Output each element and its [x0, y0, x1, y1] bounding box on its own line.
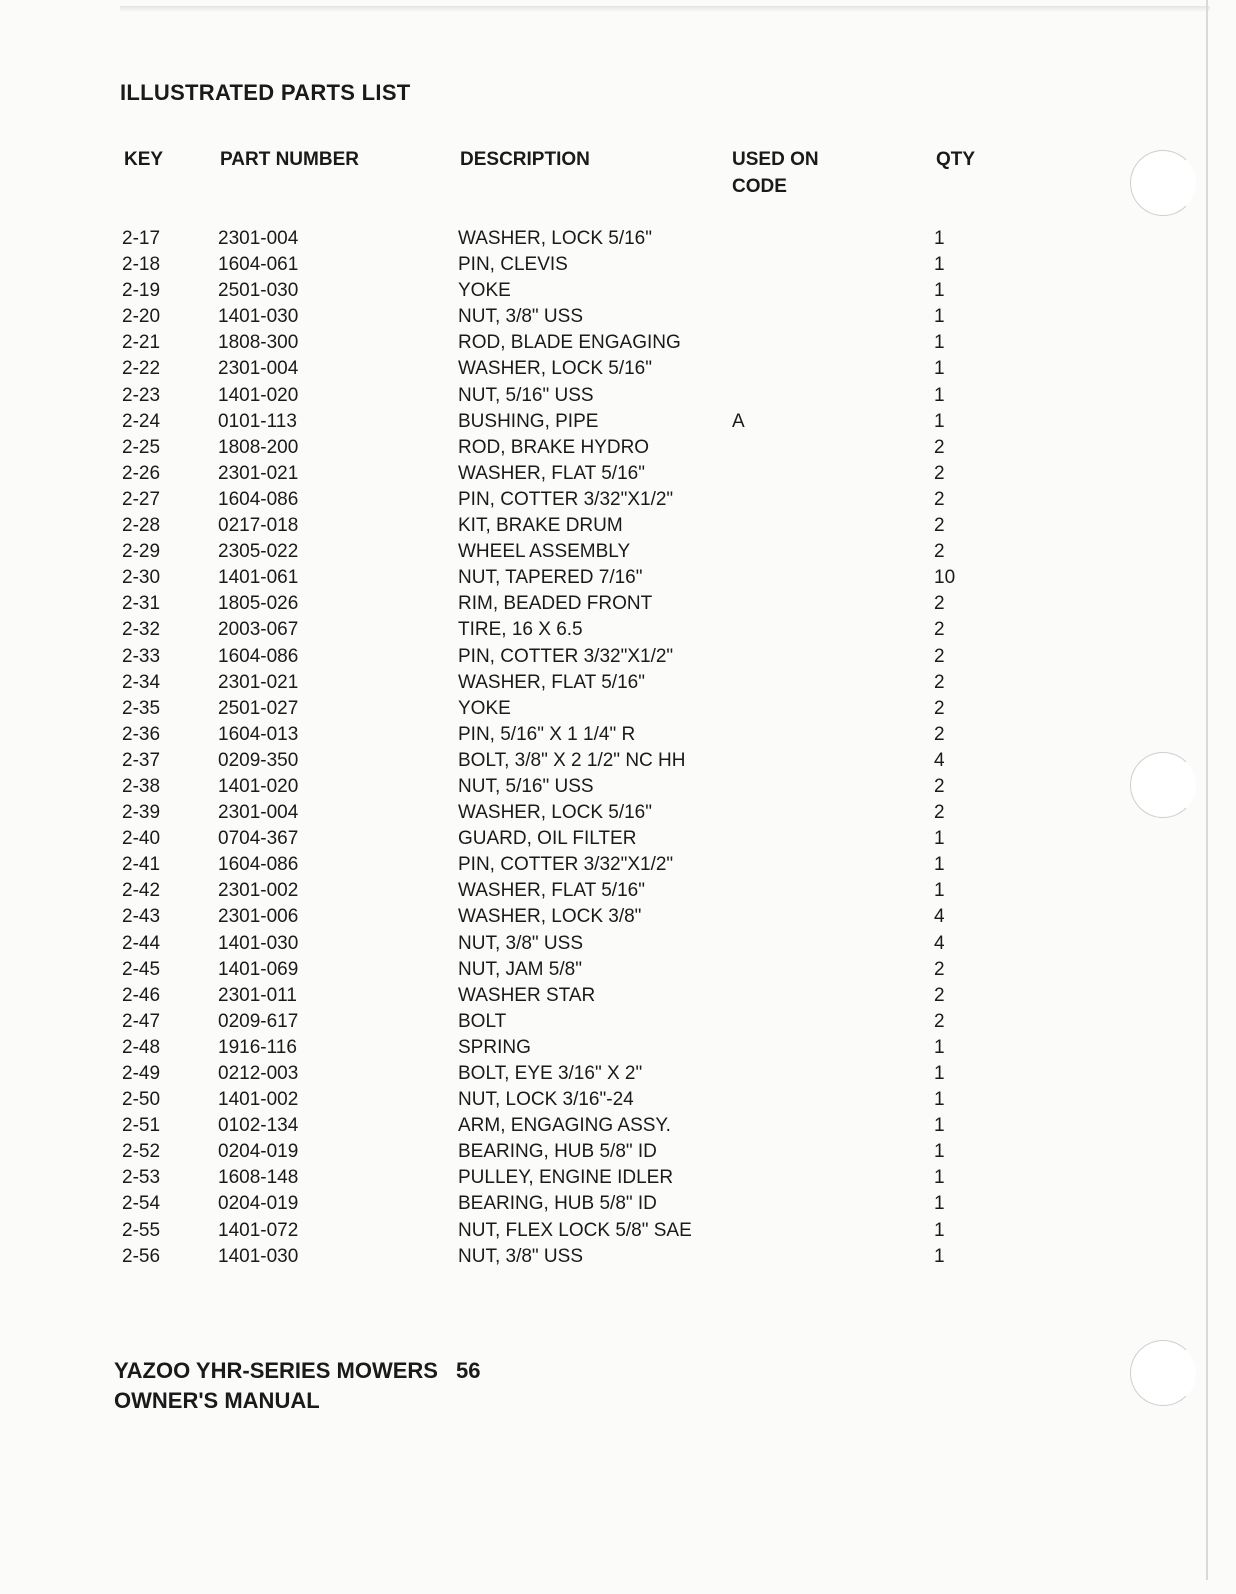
cell-part-number: 1808-300: [218, 332, 299, 354]
table-row: [0, 826, 1000, 852]
cell-key: 2-55: [122, 1219, 161, 1241]
cell-key: 2-27: [122, 488, 161, 510]
cell-qty: 2: [934, 1010, 945, 1032]
table-row: [0, 957, 1000, 983]
page-number: 56: [455, 1358, 481, 1383]
cell-qty: 1: [934, 1219, 945, 1241]
cell-part-number: 1401-061: [218, 567, 299, 589]
binder-hole-middle: [1130, 752, 1196, 818]
cell-description: BEARING, HUB 5/8" ID: [458, 1193, 657, 1215]
cell-key: 2-36: [122, 723, 161, 745]
cell-part-number: 2301-011: [218, 984, 297, 1006]
cell-part-number: 1401-020: [218, 775, 299, 797]
cell-description: PIN, COTTER 3/32"X1/2": [458, 645, 674, 667]
parts-table: [0, 226, 1000, 1270]
cell-key: 2-50: [122, 1089, 161, 1111]
cell-description: NUT, LOCK 3/16"-24: [458, 1089, 634, 1111]
cell-key: 2-53: [122, 1167, 161, 1189]
cell-qty: 2: [934, 462, 945, 484]
cell-description: YOKE: [458, 697, 511, 719]
binder-hole-top: [1130, 150, 1196, 216]
cell-part-number: 0204-019: [218, 1193, 299, 1215]
cell-qty: 2: [934, 436, 945, 458]
cell-key: 2-18: [122, 254, 161, 276]
table-row: [0, 330, 1000, 356]
cell-description: KIT, BRAKE DRUM: [458, 515, 623, 537]
table-row: [0, 1087, 1000, 1113]
cell-description: NUT, 3/8" USS: [458, 306, 584, 328]
cell-qty: 1: [934, 1167, 945, 1189]
cell-used-on-code: A: [732, 410, 745, 432]
cell-qty: 2: [934, 697, 945, 719]
cell-key: 2-34: [122, 671, 161, 693]
table-row: [0, 878, 1000, 904]
cell-qty: 1: [934, 280, 945, 302]
cell-qty: 2: [934, 802, 945, 824]
cell-description: WASHER, LOCK 5/16": [458, 802, 652, 824]
cell-description: WASHER, FLAT 5/16": [458, 880, 645, 902]
header-part-number: PART NUMBER: [220, 149, 359, 170]
cell-key: 2-31: [122, 593, 161, 615]
cell-description: SPRING: [458, 1036, 531, 1058]
table-row: [0, 304, 1000, 330]
cell-qty: 2: [934, 515, 945, 537]
cell-key: 2-52: [122, 1141, 161, 1163]
cell-key: 2-23: [122, 384, 161, 406]
cell-part-number: 0209-350: [218, 749, 299, 771]
cell-key: 2-32: [122, 619, 161, 641]
cell-key: 2-54: [122, 1193, 161, 1215]
table-row: [0, 435, 1000, 461]
footer-title: YAZOO YHR-SERIES MOWERS: [114, 1358, 438, 1383]
table-row: [0, 1244, 1000, 1270]
cell-part-number: 2301-021: [218, 462, 299, 484]
table-row: [0, 617, 1000, 643]
cell-description: BOLT: [458, 1010, 507, 1032]
cell-qty: 1: [934, 384, 945, 406]
cell-key: 2-30: [122, 567, 161, 589]
cell-key: 2-48: [122, 1036, 161, 1058]
cell-qty: 2: [934, 619, 945, 641]
table-row: [0, 565, 1000, 591]
cell-part-number: 2301-004: [218, 802, 299, 824]
cell-qty: 1: [934, 332, 945, 354]
cell-description: WASHER, LOCK 5/16": [458, 228, 652, 249]
cell-description: WASHER, LOCK 5/16": [458, 358, 652, 380]
cell-qty: 1: [934, 228, 945, 249]
cell-key: 2-44: [122, 932, 161, 954]
cell-part-number: 2301-021: [218, 671, 299, 693]
table-row: [0, 1009, 1000, 1035]
header-used-on-line2: CODE: [732, 176, 787, 197]
table-row: [0, 1191, 1000, 1217]
cell-key: 2-56: [122, 1245, 161, 1267]
table-row: [0, 1061, 1000, 1087]
table-row: [0, 409, 1000, 435]
cell-description: NUT, TAPERED 7/16": [458, 567, 643, 589]
cell-qty: 4: [934, 906, 945, 928]
cell-part-number: 0101-113: [218, 410, 297, 432]
table-row: [0, 931, 1000, 957]
cell-part-number: 0217-018: [218, 515, 299, 537]
cell-part-number: 1916-116: [218, 1036, 297, 1058]
cell-description: NUT, FLEX LOCK 5/8" SAE: [458, 1219, 692, 1241]
cell-description: PIN, CLEVIS: [458, 254, 568, 276]
cell-description: NUT, 5/16" USS: [458, 384, 594, 406]
table-row: [0, 383, 1000, 409]
cell-qty: 1: [934, 1063, 945, 1084]
cell-part-number: 0704-367: [218, 828, 299, 850]
table-row: [0, 487, 1000, 513]
cell-qty: 2: [934, 593, 945, 615]
cell-key: 2-17: [122, 228, 161, 249]
header-used-on-line1: USED ON: [732, 149, 819, 170]
header-description: DESCRIPTION: [460, 149, 590, 170]
cell-key: 2-29: [122, 541, 161, 563]
cell-part-number: 2501-027: [218, 697, 299, 719]
cell-qty: 4: [934, 932, 945, 954]
cell-description: PIN, COTTER 3/32"X1/2": [458, 488, 674, 510]
cell-key: 2-42: [122, 880, 161, 902]
cell-part-number: 1401-020: [218, 384, 299, 406]
cell-part-number: 1604-086: [218, 854, 299, 876]
cell-key: 2-22: [122, 358, 161, 380]
table-row: [0, 983, 1000, 1009]
cell-qty: 1: [934, 410, 945, 432]
table-row: [0, 852, 1000, 878]
cell-key: 2-39: [122, 802, 161, 824]
cell-part-number: 1401-030: [218, 932, 299, 954]
cell-qty: 2: [934, 984, 945, 1006]
cell-key: 2-37: [122, 749, 161, 771]
cell-description: WASHER STAR: [458, 984, 596, 1006]
table-row: [0, 513, 1000, 539]
cell-qty: 1: [934, 880, 945, 902]
cell-key: 2-19: [122, 280, 161, 302]
cell-key: 2-20: [122, 306, 161, 328]
cell-description: NUT, 3/8" USS: [458, 1245, 584, 1267]
cell-part-number: 1604-061: [218, 254, 299, 276]
cell-key: 2-49: [122, 1063, 161, 1084]
cell-description: PULLEY, ENGINE IDLER: [458, 1167, 674, 1189]
cell-key: 2-51: [122, 1115, 161, 1137]
table-row: [0, 278, 1000, 304]
cell-part-number: 1805-026: [218, 593, 299, 615]
cell-part-number: 0209-617: [218, 1010, 299, 1032]
cell-description: BOLT, EYE 3/16" X 2": [458, 1063, 643, 1084]
header-used-on: [732, 146, 819, 200]
cell-description: BUSHING, PIPE: [458, 410, 599, 432]
cell-description: TIRE, 16 X 6.5: [458, 619, 583, 641]
cell-key: 2-41: [122, 854, 161, 876]
cell-key: 2-46: [122, 984, 161, 1006]
cell-key: 2-35: [122, 697, 161, 719]
cell-description: YOKE: [458, 280, 511, 302]
cell-qty: 1: [934, 1141, 945, 1163]
cell-part-number: 1401-069: [218, 958, 299, 980]
table-row: [0, 1165, 1000, 1191]
cell-key: 2-47: [122, 1010, 161, 1032]
cell-qty: 10: [934, 567, 956, 589]
cell-description: BOLT, 3/8" X 2 1/2" NC HH: [458, 749, 686, 771]
cell-description: NUT, JAM 5/8": [458, 958, 582, 980]
cell-part-number: 1401-030: [218, 1245, 299, 1267]
table-row: [0, 774, 1000, 800]
cell-key: 2-25: [122, 436, 161, 458]
table-row: [0, 1113, 1000, 1139]
table-row: [0, 696, 1000, 722]
table-row: [0, 1218, 1000, 1244]
cell-part-number: 1604-013: [218, 723, 299, 745]
cell-part-number: 1608-148: [218, 1167, 299, 1189]
cell-qty: 1: [934, 358, 945, 380]
cell-description: WASHER, LOCK 3/8": [458, 906, 642, 928]
header-qty: QTY: [936, 149, 976, 170]
cell-description: NUT, 3/8" USS: [458, 932, 584, 954]
table-row: [0, 226, 1000, 252]
cell-qty: 1: [934, 306, 945, 328]
cell-description: WASHER, FLAT 5/16": [458, 671, 645, 693]
cell-part-number: 2301-004: [218, 358, 299, 380]
cell-description: WASHER, FLAT 5/16": [458, 462, 645, 484]
cell-description: ROD, BLADE ENGAGING: [458, 332, 681, 354]
table-row: [0, 1139, 1000, 1165]
cell-description: ARM, ENGAGING ASSY.: [458, 1115, 671, 1137]
cell-qty: 4: [934, 749, 945, 771]
cell-description: ROD, BRAKE HYDRO: [458, 436, 650, 458]
page-top-shadow: [120, 6, 1210, 12]
table-row: [0, 1035, 1000, 1061]
cell-key: 2-38: [122, 775, 161, 797]
cell-key: 2-43: [122, 906, 161, 928]
cell-description: RIM, BEADED FRONT: [458, 593, 653, 615]
header-key: KEY: [124, 149, 164, 170]
page-footer: [114, 1356, 480, 1416]
cell-part-number: 2305-022: [218, 541, 299, 563]
cell-qty: 1: [934, 828, 945, 850]
cell-description: WHEEL ASSEMBLY: [458, 541, 631, 563]
cell-qty: 2: [934, 723, 945, 745]
cell-key: 2-33: [122, 645, 161, 667]
cell-key: 2-28: [122, 515, 161, 537]
cell-description: BEARING, HUB 5/8" ID: [458, 1141, 657, 1163]
cell-part-number: 2301-002: [218, 880, 299, 902]
cell-qty: 2: [934, 645, 945, 667]
cell-key: 2-24: [122, 410, 161, 432]
cell-part-number: 1401-002: [218, 1089, 299, 1111]
cell-part-number: 2501-030: [218, 280, 299, 302]
footer-subtitle: OWNER'S MANUAL: [114, 1388, 320, 1413]
page-right-edge: [1206, 0, 1208, 1580]
cell-description: PIN, COTTER 3/32"X1/2": [458, 854, 674, 876]
cell-key: 2-40: [122, 828, 161, 850]
cell-qty: 1: [934, 1245, 945, 1267]
cell-part-number: 1401-030: [218, 306, 299, 328]
table-row: [0, 722, 1000, 748]
cell-qty: 2: [934, 671, 945, 693]
cell-qty: 2: [934, 958, 945, 980]
cell-qty: 2: [934, 488, 945, 510]
cell-key: 2-45: [122, 958, 161, 980]
page-title: ILLUSTRATED PARTS LIST: [120, 80, 411, 105]
cell-description: GUARD, OIL FILTER: [458, 828, 637, 850]
cell-part-number: 1604-086: [218, 645, 299, 667]
cell-qty: 1: [934, 1193, 945, 1215]
cell-part-number: 0204-019: [218, 1141, 299, 1163]
table-row: [0, 461, 1000, 487]
table-row: [0, 904, 1000, 930]
cell-part-number: 1808-200: [218, 436, 299, 458]
table-row: [0, 252, 1000, 278]
cell-qty: 1: [934, 1115, 945, 1137]
table-row: [0, 670, 1000, 696]
table-row: [0, 356, 1000, 382]
cell-qty: 1: [934, 854, 945, 876]
cell-qty: 2: [934, 541, 945, 563]
cell-qty: 1: [934, 254, 945, 276]
cell-description: PIN, 5/16" X 1 1/4" R: [458, 723, 636, 745]
cell-key: 2-21: [122, 332, 161, 354]
cell-part-number: 0102-134: [218, 1115, 299, 1137]
table-row: [0, 644, 1000, 670]
cell-qty: 1: [934, 1036, 945, 1058]
table-row: [0, 800, 1000, 826]
cell-part-number: 2003-067: [218, 619, 299, 641]
cell-qty: 2: [934, 775, 945, 797]
cell-part-number: 2301-004: [218, 228, 299, 249]
table-row: [0, 748, 1000, 774]
cell-qty: 1: [934, 1089, 945, 1111]
cell-part-number: 0212-003: [218, 1063, 299, 1084]
cell-part-number: 1604-086: [218, 488, 299, 510]
cell-part-number: 2301-006: [218, 906, 299, 928]
cell-key: 2-26: [122, 462, 161, 484]
cell-description: NUT, 5/16" USS: [458, 775, 594, 797]
cell-part-number: 1401-072: [218, 1219, 299, 1241]
table-row: [0, 539, 1000, 565]
binder-hole-bottom: [1130, 1340, 1196, 1406]
table-row: [0, 591, 1000, 617]
